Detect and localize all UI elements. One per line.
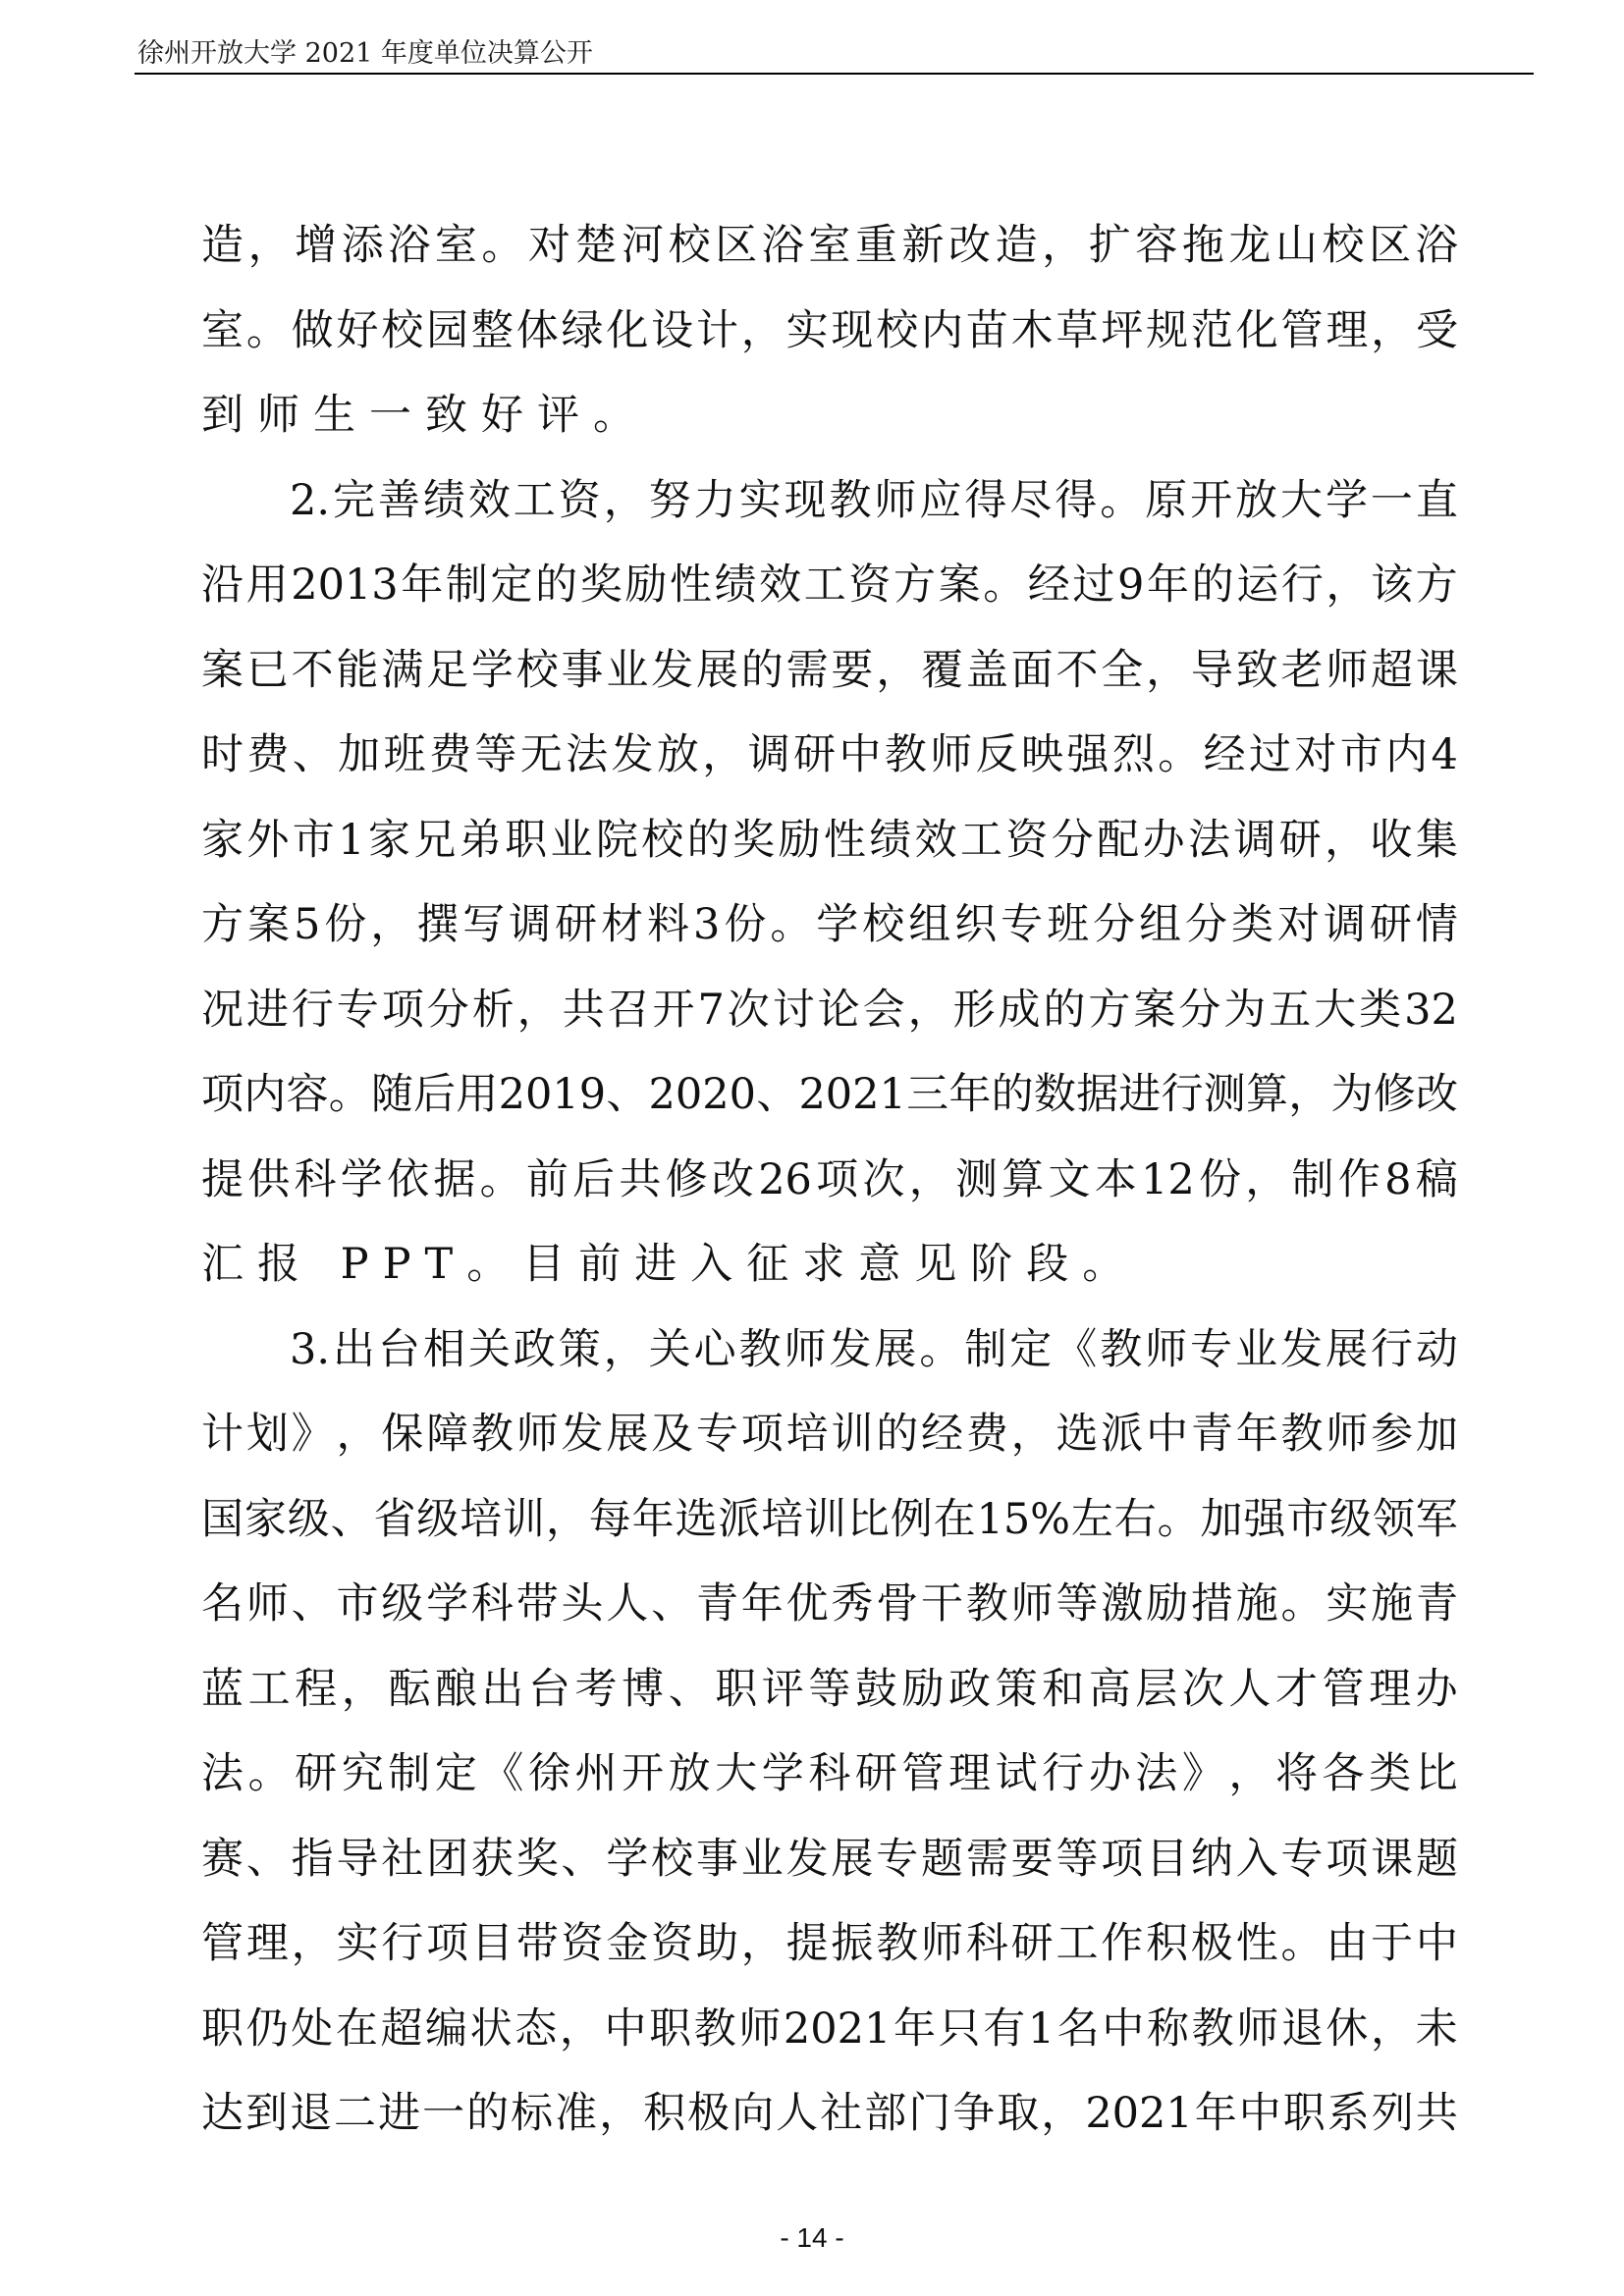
body-line-15: 计 划 》 ， 保 障 教 师 发 展 及 专 项 培 训 的 经 费 ， 选 派 中 青 年 教 师 参 加	[201, 1410, 1458, 1459]
body-line-10: 况 进 行 专 项 分 析 ， 共 召 开 7 次 讨 论 会 ， 形 成 的 方 案 分 为 五 大 类 32	[201, 985, 1458, 1035]
body-line-11: 项 内 容 。 随 后 用 2019 、 2020 、 2021 三 年 的 数 据 进 行 测 算 ， 为 修 改	[201, 1070, 1458, 1119]
body-line-19: 法 。 研 究 制 定 《 徐 州 开 放 大 学 科 研 管 理 试 行 办 法 》 ， 将 各 类 比	[201, 1749, 1458, 1798]
body-line-12: 提 供 科 学 依 据 。 前 后 共 修 改 26 项 次 ， 测 算 文 本 12 份 ， 制 作 8 稿	[201, 1154, 1458, 1204]
body-line-17: 名 师 、 市 级 学 科 带 头 人 、 青 年 优 秀 骨 干 教 师 等 激 励 措 施 。 实 施 青	[201, 1579, 1458, 1629]
body-line-1: 造 ， 增 添 浴 室 。 对 楚 河 校 区 浴 室 重 新 改 造 ， 扩 容 拖 龙 山 校 区 浴	[201, 221, 1458, 270]
page-header-title: 徐州开放大学 2021 年度单位决算公开	[137, 38, 593, 69]
document-body	[201, 216, 1458, 2169]
body-line-3: 到师生一致好评。	[201, 391, 649, 440]
body-line-22: 职 仍 处 在 超 编 状 态 ， 中 职 教 师 2021 年 只 有 1 名 中 称 教 师 退 休 ， 未	[201, 2003, 1458, 2054]
section-heading-3: 3. 出 台 相 关 政 策 ， 关 心 教 师 发 展 。 制 定 《 教 师 专 业 发 展 行 动	[290, 1324, 1458, 1374]
header-divider	[135, 73, 1534, 75]
body-line-23: 达 到 退 二 进 一 的 标 准 ， 积 极 向 人 社 部 门 争 取 ， 2021 年 中 职 系 列 共	[201, 2089, 1458, 2138]
body-line-16: 国 家 级 、 省 级 培 训 ， 每 年 选 派 培 训 比 例 在 15% 左 右 。 加 强 市 级 领 军	[201, 1494, 1458, 1544]
body-line-21: 管 理 ， 实 行 项 目 带 资 金 资 助 ， 提 振 教 师 科 研 工 作 积 极 性 。 由 于 中	[201, 1919, 1458, 1968]
body-line-9: 方 案 5 份 ， 撰 写 调 研 材 料 3 份 。 学 校 组 织 专 班 分 组 分 类 对 调 研 情	[201, 900, 1458, 949]
page-number: - 14 -	[780, 2222, 844, 2253]
section-heading-2: 2. 完 善 绩 效 工 资 ， 努 力 实 现 教 师 应 得 尽 得 。 原 开 放 大 学 一 直	[290, 475, 1458, 525]
body-line-8: 家 外 市 1 家 兄 弟 职 业 院 校 的 奖 励 性 绩 效 工 资 分 配 办 法 调 研 ， 收 集	[201, 815, 1458, 865]
body-line-18: 蓝 工 程 ， 酝 酿 出 台 考 博 、 职 评 等 鼓 励 政 策 和 高 层 次 人 才 管 理 办	[201, 1664, 1458, 1714]
body-line-2: 室 。 做 好 校 园 整 体 绿 化 设 计 ， 实 现 校 内 苗 木 草 坪 规 范 化 管 理 ， 受	[201, 305, 1458, 355]
body-line-20: 赛 、 指 导 社 团 获 奖 、 学 校 事 业 发 展 专 题 需 要 等 项 目 纳 入 专 项 课 题	[201, 1834, 1458, 1884]
body-line-6: 案 已 不 能 满 足 学 校 事 业 发 展 的 需 要 ， 覆 盖 面 不 全 ， 导 致 老 师 超 课	[201, 645, 1458, 695]
body-line-7: 时 费 、 加 班 费 等 无 法 发 放 ， 调 研 中 教 师 反 映 强 烈 。 经 过 对 市 内 4	[201, 730, 1458, 779]
body-line-5: 沿 用 2013 年 制 定 的 奖 励 性 绩 效 工 资 方 案 。 经 过 9 年 的 运 行 ， 该 方	[201, 561, 1458, 610]
body-line-13: 汇报 PPT。目前进入征求意见阶段。	[201, 1240, 1139, 1289]
